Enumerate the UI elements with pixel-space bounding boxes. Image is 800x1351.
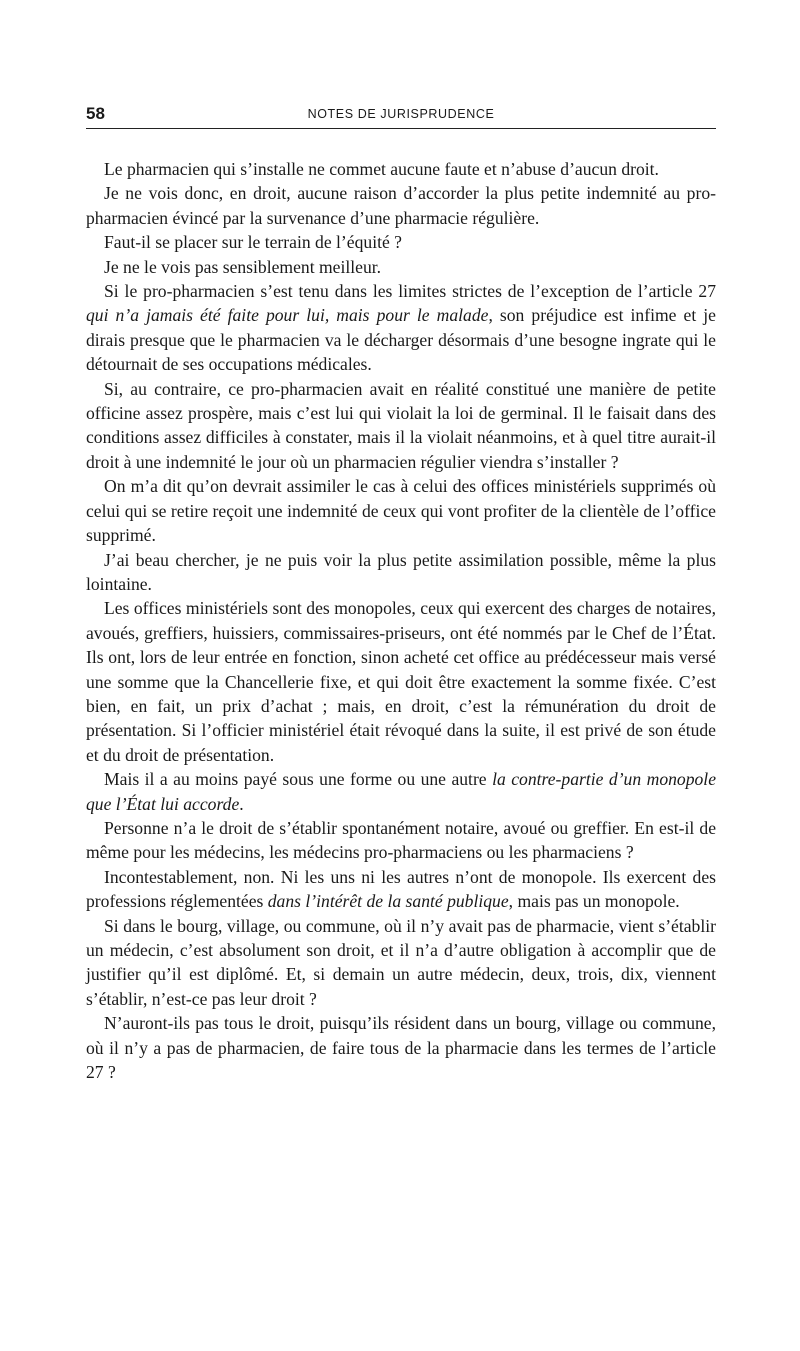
paragraph (86, 474, 716, 547)
paragraph-text: Si dans le bourg, village, ou commune, où il n’y avait pas de pharmacie, vient s’établir un médecin, c’est absolument son droit, et il n’a d’autre obligation à accomplir que de justifier qu’il est diplômé. Et, si demain un autre médecin, deux, trois, dix, viennent s’établir, n’est-ce pas leur droit ? (86, 915, 716, 1009)
paragraph (86, 279, 716, 377)
paragraph-text: . (239, 793, 244, 814)
paragraph-text: Si le pro-pharmacien s’est tenu dans les limites strictes de l’exception de l’article 27 (104, 281, 716, 302)
paragraph (86, 596, 716, 767)
italic-text: dans l’intérêt de la santé publique (267, 891, 509, 912)
paragraph-text: , mais pas un monopole. (508, 891, 680, 912)
paragraph-text: Personne n’a le droit de s’établir spontanément notaire, avoué ou greffier. En est-il de même pour les médecins, les médecins pro-pharmaciens ou les pharmaciens ? (86, 817, 716, 863)
body-text (86, 157, 716, 1084)
italic-text: la contre-partie d’un monopole que l’État lui accorde (86, 769, 716, 814)
paragraph-text: Je ne le vois pas sensiblement meilleur. (104, 256, 382, 277)
paragraph (86, 914, 716, 1012)
paragraph-text: Faut-il se placer sur le terrain de l’équité ? (104, 232, 402, 253)
paragraph-text: On m’a dit qu’on devrait assimiler le cas à celui des offices ministériels supprimés où celui qui se retire reçoit une indemnité de ceux qui vont profiter de la clientèle de l’office supprimé. (86, 476, 716, 546)
paragraph (86, 767, 716, 816)
paragraph (86, 816, 716, 865)
paragraph-text: Mais il a au moins payé sous une forme ou une autre (104, 769, 493, 790)
paragraph (86, 181, 716, 230)
paragraph (86, 157, 716, 181)
paragraph-text: Les offices ministériels sont des monopoles, ceux qui exercent des charges de notaires, avoués, greffiers, huissiers, commissaires-priseurs, ont été nommés par le Chef de l’État. Ils ont, lors de leur entrée en fonction, sinon acheté cet office au prédécesseur mais versé une somme que la Chancellerie fixe, et qui doit être exactement la somme fixée. C’est bien, en fait, un prix d’achat ; mais, en droit, c’est la rémunération du droit de présentation. Si l’officier ministériel était révoqué dans la suite, il est privé de son étude et du droit de présentation. (86, 598, 716, 765)
paragraph (86, 548, 716, 597)
running-title: NOTES DE JURISPRUDENCE (307, 107, 495, 121)
page-header (86, 104, 716, 129)
paragraph (86, 865, 716, 914)
paragraph-text: Incontestablement, non. Ni les uns ni les autres n’ont de monopole. Ils exercent des professions réglementées (86, 866, 716, 912)
paragraph-text: Je ne vois donc, en droit, aucune raison d’accorder la plus petite indemnité au pro-pharmacien évincé par la survenance d’une pharmacie régulière. (86, 183, 716, 228)
paragraph-text: , son préjudice est infime et je dirais presque que le pharmacien va le décharger désormais d’une besogne ingrate qui le détournait de ses occupations médicales. (86, 305, 716, 375)
paragraph-text: J’ai beau chercher, je ne puis voir la plus petite assimilation possible, même la plus lointaine. (86, 549, 716, 594)
paragraph (86, 230, 716, 254)
page-number: 58 (86, 104, 105, 123)
paragraph-text: N’auront-ils pas tous le droit, puisqu’ils résident dans un bourg, village ou commune, où il n’y a pas de pharmacien, de faire tous de la pharmacie dans les termes de l’article 27 ? (86, 1013, 716, 1083)
paragraph-text: Le pharmacien qui s’installe ne commet aucune faute et n’abuse d’aucun droit. (104, 159, 659, 179)
italic-text: qui n’a jamais été faite pour lui, mais pour le malade (86, 305, 489, 326)
paragraph (86, 377, 716, 475)
paragraph (86, 255, 716, 279)
paragraph-text: Si, au contraire, ce pro-pharmacien avait en réalité constitué une manière de petite officine assez prospère, mais c’est lui qui violait la loi de germinal. Il le faisait dans des conditions assez difficiles à constater, mais il la violait néanmoins, et à quel titre aurait-il droit à une indemnité le jour où un pharmacien régulier viendra s’installer ? (86, 378, 716, 472)
paragraph (86, 1011, 716, 1084)
